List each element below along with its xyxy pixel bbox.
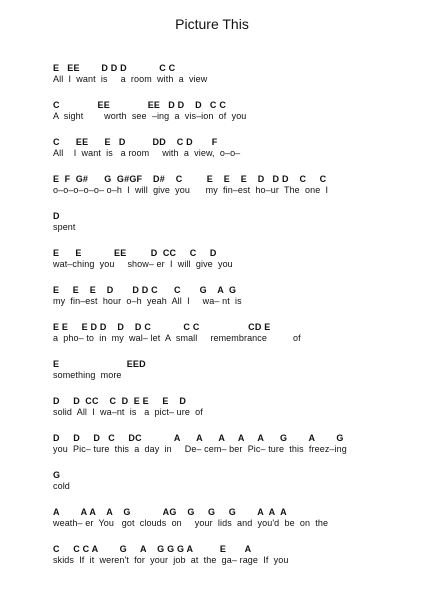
chord-row: E EED [53,359,146,369]
lyric-line [53,433,413,470]
chord-row: D [53,211,60,221]
chord-row: C EE E D DD C D F [53,137,218,147]
chord-row: E E E D D D C C G A G [53,285,237,295]
lyric-line [53,63,413,100]
chord-row: D D CC C D E E E D [53,396,187,406]
lyric-line [53,507,413,544]
lyric-line [53,137,413,174]
chord-row: E E EE D CC C D [53,248,217,258]
lyric-line [53,285,413,322]
song-title: Picture This [175,16,249,32]
lyric-row: a pho– to in my wal– let A small remembrance of [53,333,301,343]
chord-row: E F G# G G#GF D# C E E E D D D C C [53,174,327,184]
chord-row: C EE EE D D D C C [53,100,227,110]
lyrics-block [53,63,413,581]
chord-row: D D D C DC A A A A A G A G [53,433,344,443]
lyric-line [53,359,413,396]
lyric-row: wat–ching you show– er I will give you [53,259,233,269]
chord-row: G [53,470,61,480]
lyric-row: cold [53,481,70,491]
lyric-row: spent [53,222,76,232]
lyric-row: my fin–est hour o–h yeah All I wa– nt is [53,296,242,306]
lyric-line [53,322,413,359]
lyric-line [53,100,413,137]
chord-row: E E E D D D D C C C CD E [53,322,271,332]
lyric-row: solid All I wa–nt is a pict– ure of [53,407,203,417]
lyric-row: All I want is a room with a view, o–o– [53,148,241,158]
lyric-row: o–o–o–o–o– o–h I will give you my fin–est ho–ur The one I [53,185,329,195]
lyric-row: weath– er You got clouds on your lids and you'd be on the [53,518,329,528]
lyric-line [53,470,413,507]
chord-row: E EE D D D C C [53,63,176,73]
lyric-line [53,396,413,433]
lyric-row: you Pic– ture this a day in De– cem– ber Pic– ture this freez–ing [53,444,347,454]
lyric-row: something more [53,370,122,380]
lyric-row: skids If it weren't for your job at the ga– rage If you [53,555,289,565]
lyric-row: All I want is a room with a view [53,74,208,84]
chord-row: A A A A G AG G G G A A A [53,507,287,517]
chord-row: C C C A G A G G G A E A [53,544,252,554]
lyric-line [53,544,413,581]
lyric-row: A sight worth see –ing a vis–ion of you [53,111,247,121]
lyric-line [53,211,413,248]
lyric-line [53,174,413,211]
lyric-line [53,248,413,285]
